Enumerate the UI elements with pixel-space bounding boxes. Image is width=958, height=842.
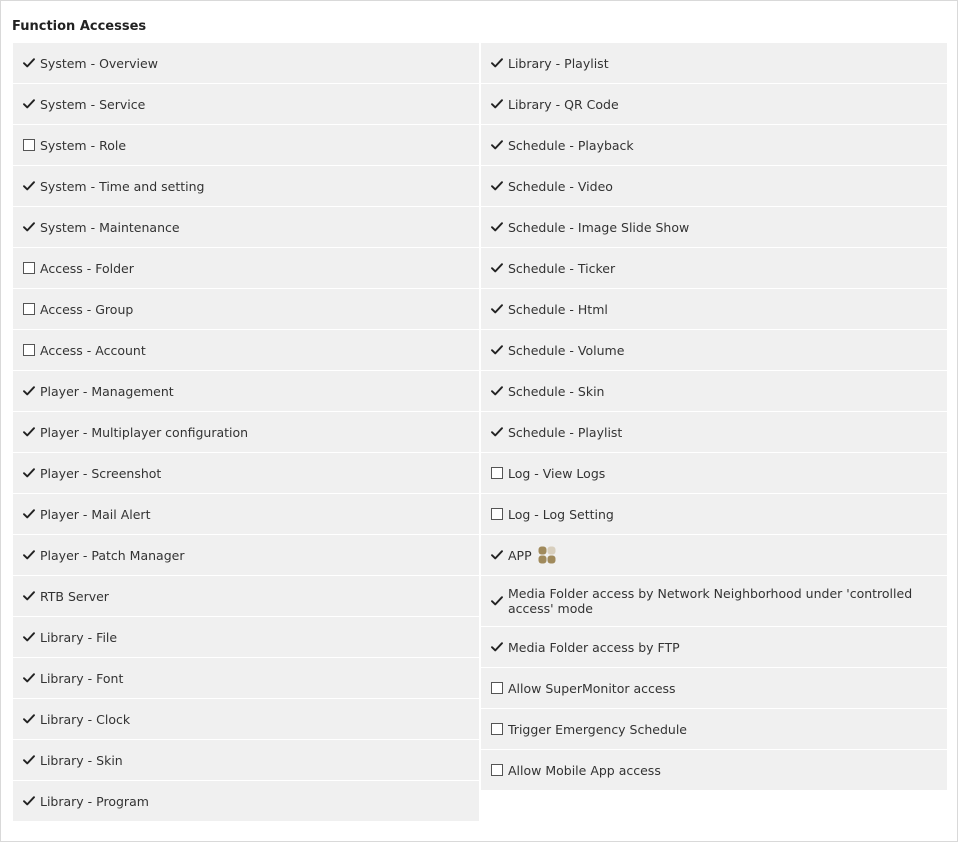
checkbox-square[interactable] [491,764,503,776]
access-item-system-maintenance[interactable] [13,207,479,247]
access-item-label: Schedule - Skin [508,383,605,399]
access-item-schedule-ticker[interactable] [481,248,947,288]
checkmark-icon[interactable] [491,222,507,232]
access-item-label: Trigger Emergency Schedule [508,721,687,737]
access-item-player-multiplayer-configuration[interactable] [13,412,479,452]
checkmark-icon[interactable] [23,550,39,560]
checkmark-icon[interactable] [23,427,39,437]
unchecked-box[interactable] [23,139,39,151]
checkmark-icon[interactable] [491,642,507,652]
checkmark-icon[interactable] [491,58,507,68]
checkbox-square[interactable] [23,139,35,151]
access-item-label: Access - Folder [40,260,134,276]
app-grid-icon [538,546,556,564]
access-item-player-screenshot[interactable] [13,453,479,493]
access-item-label: System - Overview [40,55,158,71]
access-item-log-log-setting[interactable] [481,494,947,534]
access-item-access-folder[interactable] [13,248,479,288]
unchecked-box[interactable] [491,682,507,694]
right-column [481,43,947,821]
checkmark-icon[interactable] [491,345,507,355]
access-item-system-time-and-setting[interactable] [13,166,479,206]
access-item-label: Player - Management [40,383,174,399]
checkmark-icon[interactable] [23,222,39,232]
access-item-trigger-emergency-schedule[interactable] [481,709,947,749]
access-item-rtb-server[interactable] [13,576,479,616]
access-item-label: System - Time and setting [40,178,205,194]
access-item-label: Library - File [40,629,118,645]
access-item-label: Library - Font [40,670,124,686]
access-item-schedule-playlist[interactable] [481,412,947,452]
checkmark-icon[interactable] [23,468,39,478]
checkmark-icon[interactable] [491,140,507,150]
unchecked-box[interactable] [491,723,507,735]
checkmark-icon[interactable] [23,632,39,642]
access-item-schedule-video[interactable] [481,166,947,206]
access-item-label: System - Maintenance [40,219,180,235]
access-item-system-service[interactable] [13,84,479,124]
access-item-label: Schedule - Html [508,301,608,317]
access-item-library-font[interactable] [13,658,479,698]
access-item-label: Library - QR Code [508,96,619,112]
access-item-label: Log - View Logs [508,465,606,481]
checkmark-icon[interactable] [23,591,39,601]
access-item-label: System - Role [40,137,127,153]
access-item-label: Media Folder access by FTP [508,639,680,655]
unchecked-box[interactable] [491,764,507,776]
checkmark-icon[interactable] [23,58,39,68]
access-item-label: Player - Screenshot [40,465,162,481]
checkbox-square[interactable] [23,303,35,315]
function-access-grid [13,43,947,821]
access-item-label: Allow Mobile App access [508,762,661,778]
access-item-label: Schedule - Video [508,178,613,194]
unchecked-box[interactable] [23,262,39,274]
access-item-system-overview[interactable] [13,43,479,83]
access-item-library-clock[interactable] [13,699,479,739]
access-item-label: Player - Mail Alert [40,506,151,522]
checkmark-icon[interactable] [491,386,507,396]
checkmark-icon[interactable] [23,99,39,109]
access-item-label: Access - Group [40,301,134,317]
access-item-label: System - Service [40,96,146,112]
checkbox-square[interactable] [23,262,35,274]
checkmark-icon[interactable] [23,509,39,519]
access-item-label: Schedule - Ticker [508,260,616,276]
access-item-schedule-image-slide-show[interactable] [481,207,947,247]
access-item-player-patch-manager[interactable] [13,535,479,575]
checkmark-icon[interactable] [23,673,39,683]
checkbox-square[interactable] [491,508,503,520]
access-item-label: APP [508,547,532,563]
unchecked-box[interactable] [23,344,39,356]
access-item-label: RTB Server [40,588,109,604]
access-item-library-program[interactable] [13,781,479,821]
access-item-log-view-logs[interactable] [481,453,947,493]
unchecked-box[interactable] [23,303,39,315]
access-item-allow-supermonitor-access[interactable] [481,668,947,708]
checkbox-square[interactable] [491,723,503,735]
access-item-schedule-skin[interactable] [481,371,947,411]
checkbox-square[interactable] [491,682,503,694]
checkbox-square[interactable] [491,467,503,479]
access-item-player-management[interactable] [13,371,479,411]
checkmark-icon[interactable] [491,181,507,191]
access-item-app[interactable] [481,535,947,575]
access-item-label: Library - Playlist [508,55,609,71]
access-item-label: Schedule - Playback [508,137,634,153]
checkmark-icon[interactable] [23,386,39,396]
access-item-schedule-playback[interactable] [481,125,947,165]
checkmark-icon[interactable] [23,714,39,724]
checkmark-icon[interactable] [491,596,507,606]
access-item-label: Library - Program [40,793,149,809]
access-item-label: Media Folder access by Network Neighborhood under 'controlled access' mode [508,586,913,616]
access-item-label: Access - Account [40,342,146,358]
left-column [13,43,479,821]
access-item-label: Schedule - Volume [508,342,625,358]
access-item-access-group[interactable] [13,289,479,329]
access-item-schedule-volume[interactable] [481,330,947,370]
access-item-library-qr-code[interactable] [481,84,947,124]
access-item-label: Schedule - Image Slide Show [508,219,690,235]
checkmark-icon[interactable] [491,304,507,314]
section-title: Function Accesses [12,19,147,34]
checkmark-icon[interactable] [23,796,39,806]
access-item-label: Player - Multiplayer configuration [40,424,249,440]
access-item-media-folder-access-by-network-neighborhood-under-controlled-access-mode[interactable] [481,576,947,626]
access-item-player-mail-alert[interactable] [13,494,479,534]
access-item-library-playlist[interactable] [481,43,947,83]
checkbox-square[interactable] [23,344,35,356]
access-item-system-role[interactable] [13,125,479,165]
checkmark-icon[interactable] [23,755,39,765]
access-item-label: Schedule - Playlist [508,424,623,440]
access-item-label: Allow SuperMonitor access [508,680,676,696]
access-item-library-file[interactable] [13,617,479,657]
checkmark-icon[interactable] [23,181,39,191]
access-item-label: Player - Patch Manager [40,547,185,563]
access-item-schedule-html[interactable] [481,289,947,329]
access-item-label: Library - Skin [40,752,123,768]
access-item-media-folder-access-by-ftp[interactable] [481,627,947,667]
access-item-label: Log - Log Setting [508,506,614,522]
access-item-access-account[interactable] [13,330,479,370]
unchecked-box[interactable] [491,508,507,520]
access-item-allow-mobile-app-access[interactable] [481,750,947,790]
checkmark-icon[interactable] [491,550,507,560]
checkmark-icon[interactable] [491,99,507,109]
checkmark-icon[interactable] [491,263,507,273]
access-item-label: Library - Clock [40,711,131,727]
unchecked-box[interactable] [491,467,507,479]
checkmark-icon[interactable] [491,427,507,437]
access-item-library-skin[interactable] [13,740,479,780]
